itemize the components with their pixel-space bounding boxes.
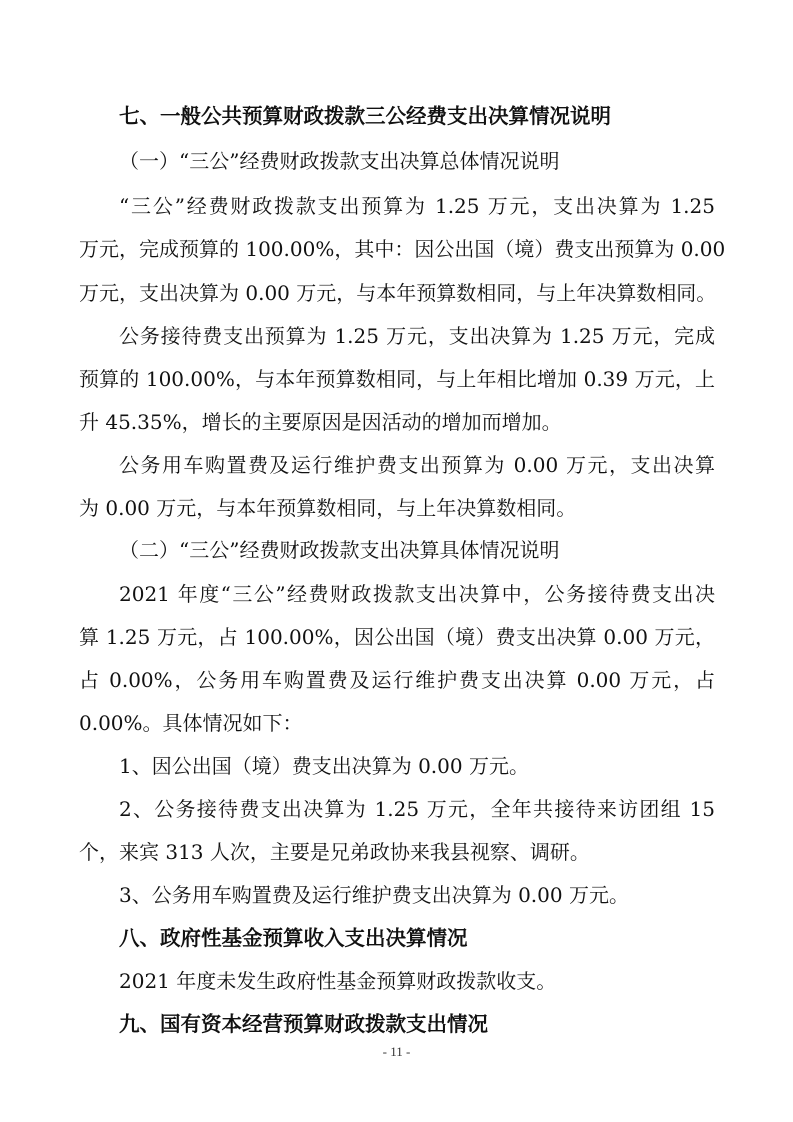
paragraph-line: “三公”经费财政拨款支出预算为 1.25 万元，支出决算为 1.25 xyxy=(119,194,715,218)
paragraph-line: 0.00%。具体情况如下： xyxy=(79,711,303,735)
paragraph-line: 公务接待费支出预算为 1.25 万元，支出决算为 1.25 万元，完成 xyxy=(119,324,715,348)
paragraph-line: 公务用车购置费及运行维护费支出预算为 0.00 万元，支出决算 xyxy=(119,453,715,477)
subsection-2-title: （二）“三公”经费财政拨款支出决算具体情况说明 xyxy=(119,538,560,562)
subsection-1-title: （一）“三公”经费财政拨款支出决算总体情况说明 xyxy=(119,149,560,173)
paragraph-line: 万元，完成预算的 100.00%，其中：因公出国（境）费支出预算为 0.00 xyxy=(79,237,726,261)
paragraph-line: 预算的 100.00%，与本年预算数相同，与上年相比增加 0.39 万元，上 xyxy=(79,367,715,391)
section-9-heading: 九、国有资本经营预算财政拨款支出情况 xyxy=(119,1012,488,1036)
section-8-text: 2021 年度未发生政府性基金预算财政拨款收支。 xyxy=(119,969,557,993)
section-7-heading: 七、一般公共预算财政拨款三公经费支出决算情况说明 xyxy=(119,104,611,128)
list-item-2-line: 个，来宾 313 人次，主要是兄弟政协来我县视察、调研。 xyxy=(79,840,590,864)
list-item-1: 1、因公出国（境）费支出决算为 0.00 万元。 xyxy=(119,754,529,778)
paragraph-line: 升 45.35%，增长的主要原因是因活动的增加而增加。 xyxy=(79,410,562,434)
list-item-3: 3、公务用车购置费及运行维护费支出决算为 0.00 万元。 xyxy=(119,883,629,907)
section-8-heading: 八、政府性基金预算收入支出决算情况 xyxy=(119,926,468,950)
paragraph-line: 万元，支出决算为 0.00 万元，与本年预算数相同，与上年决算数相同。 xyxy=(79,281,717,305)
list-item-2-line: 2、公务接待费支出决算为 1.25 万元，全年共接待来访团组 15 xyxy=(119,797,715,821)
paragraph-line: 算 1.25 万元，占 100.00%，因公出国（境）费支出决算 0.00 万元， xyxy=(79,625,715,649)
paragraph-line: 占 0.00%，公务用车购置费及运行维护费支出决算 0.00 万元，占 xyxy=(79,668,715,692)
paragraph-line: 2021 年度“三公”经费财政拨款支出决算中，公务接待费支出决 xyxy=(119,582,715,606)
paragraph-line: 为 0.00 万元，与本年预算数相同，与上年决算数相同。 xyxy=(79,496,577,520)
page-number: - 11 - xyxy=(382,1044,411,1059)
